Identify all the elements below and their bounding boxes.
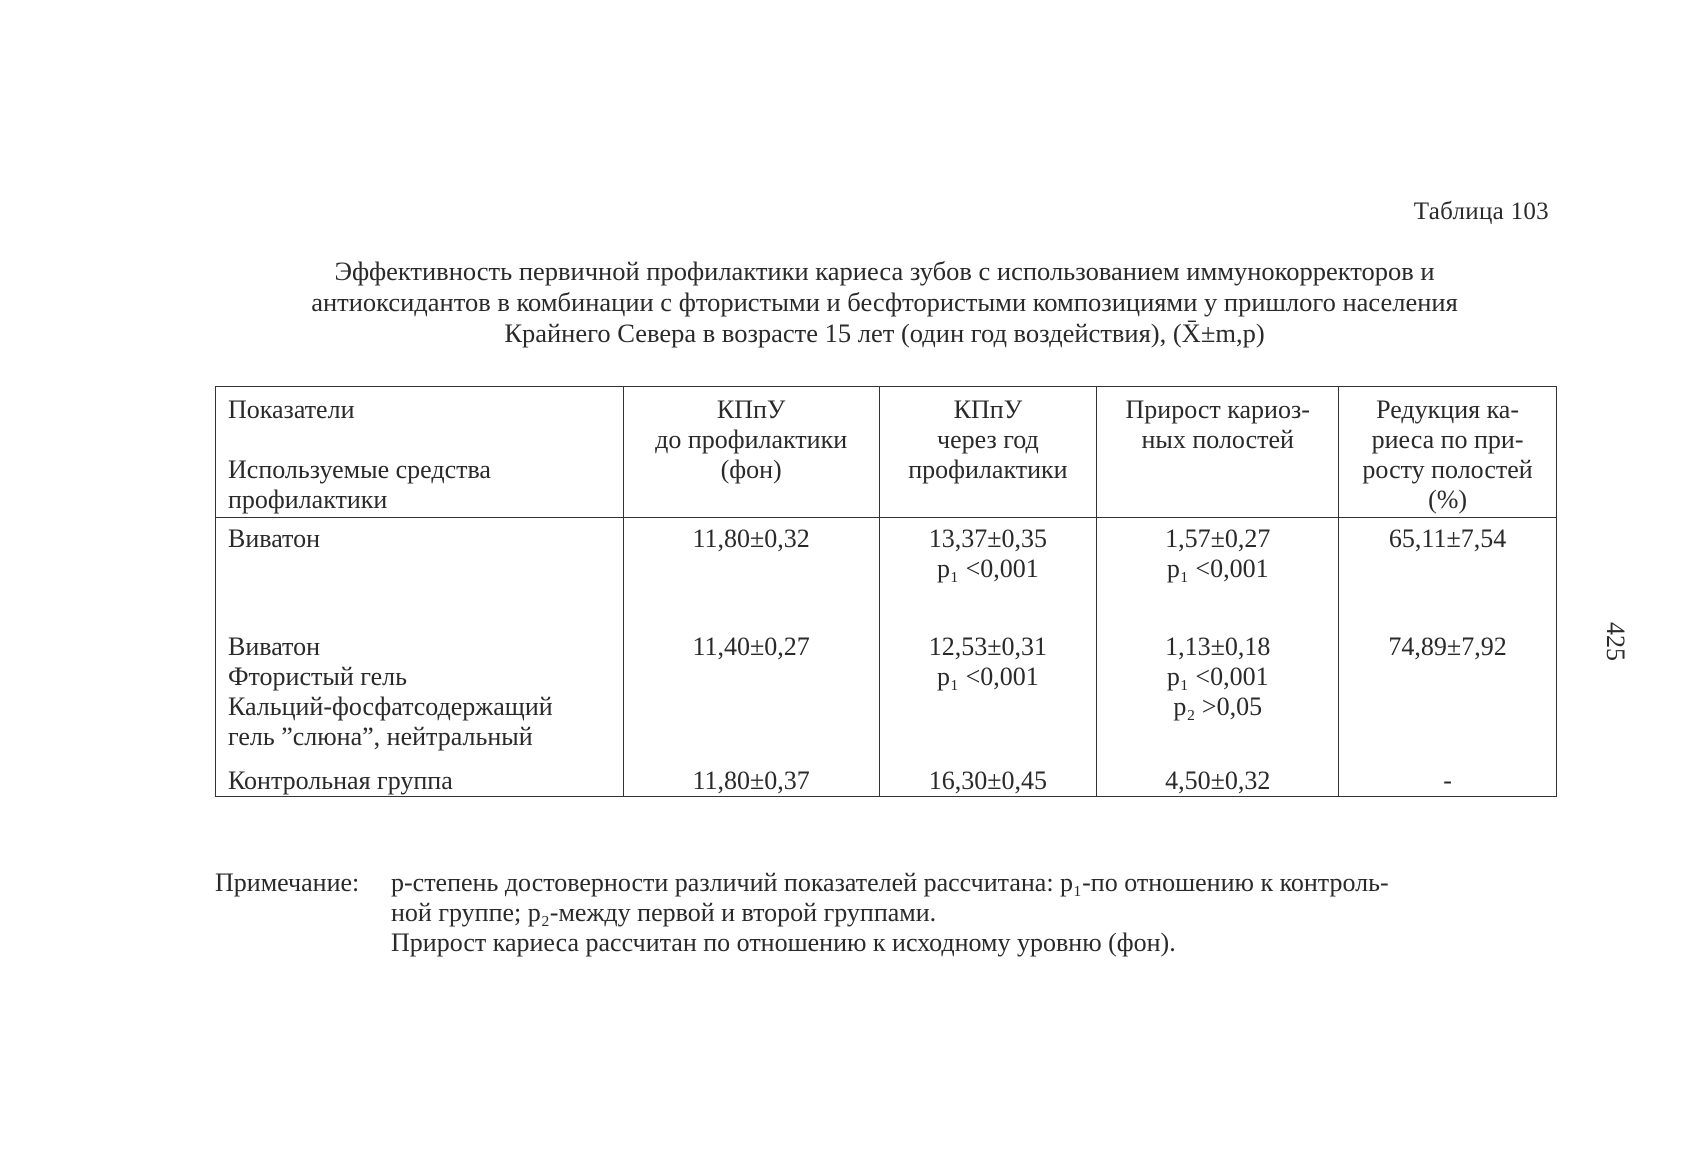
- table-row: [216, 760, 1557, 797]
- note-line: p-степень достоверности различий показателей рассчитана: p₁-по отношению к контроль-: [391, 868, 1389, 897]
- header-reduction: Редукция ка- риеса по при- росту полостей (%): [1339, 387, 1557, 518]
- cell-reduction: 65,11±7,54: [1339, 518, 1557, 621]
- page-number: 425: [1601, 622, 1630, 661]
- cell-agent: Виватон Фтористый гель Кальций-фосфатсодержащий гель ”слюна”, нейтральный: [216, 620, 624, 760]
- caption-line: Эффективность первичной профилактики кариеса зубов с использованием иммунокорректоров и: [334, 256, 1435, 286]
- note-label: Примечание:: [215, 868, 360, 897]
- note-body: [391, 868, 1571, 958]
- cell-before: 11,80±0,32: [623, 518, 879, 621]
- cell-before: 11,80±0,37: [623, 760, 879, 797]
- table-caption: [212, 256, 1557, 349]
- cell-growth: 1,13±0,18 p₁ <0,001 p₂ >0,05: [1097, 620, 1339, 760]
- header-kpu-after: КПпУ через год профилактики: [879, 387, 1097, 518]
- table-header-row: [216, 387, 1557, 518]
- cell-growth: 1,57±0,27 p₁ <0,001: [1097, 518, 1339, 621]
- cell-growth: 4,50±0,32: [1097, 760, 1339, 797]
- header-label: Используемые средства профилактики: [228, 455, 491, 514]
- caption-line: антиоксидантов в комбинации с фтористыми и бесфтористыми композициями у пришлого населения: [311, 287, 1458, 317]
- cell-reduction: -: [1339, 760, 1557, 797]
- table-number: Таблица 103: [1413, 198, 1549, 225]
- header-label: Показатели: [228, 395, 355, 424]
- cell-after: 13,37±0,35 p₁ <0,001: [879, 518, 1097, 621]
- cell-after: 12,53±0,31 p₁ <0,001: [879, 620, 1097, 760]
- cell-agent: Контрольная группа: [216, 760, 624, 797]
- header-kpu-before: КПпУ до профилактики (фон): [623, 387, 879, 518]
- cell-reduction: 74,89±7,92: [1339, 620, 1557, 760]
- cell-after: 16,30±0,45: [879, 760, 1097, 797]
- table-row: [216, 620, 1557, 760]
- note-line: Прирост кариеса рассчитан по отношению к исходному уровню (фон).: [391, 928, 1176, 957]
- data-table: [215, 386, 1557, 797]
- cell-before: 11,40±0,27: [623, 620, 879, 760]
- table-row: [216, 518, 1557, 621]
- cell-agent: Виватон: [216, 518, 624, 621]
- note-line: ной группе; p₂-между первой и второй группами.: [391, 898, 937, 927]
- header-growth: Прирост кариоз- ных полостей: [1097, 387, 1339, 518]
- caption-line: Крайнего Севера в возрасте 15 лет (один год воздействия), (X̄±m,p): [504, 318, 1265, 348]
- header-indicators: [216, 387, 624, 518]
